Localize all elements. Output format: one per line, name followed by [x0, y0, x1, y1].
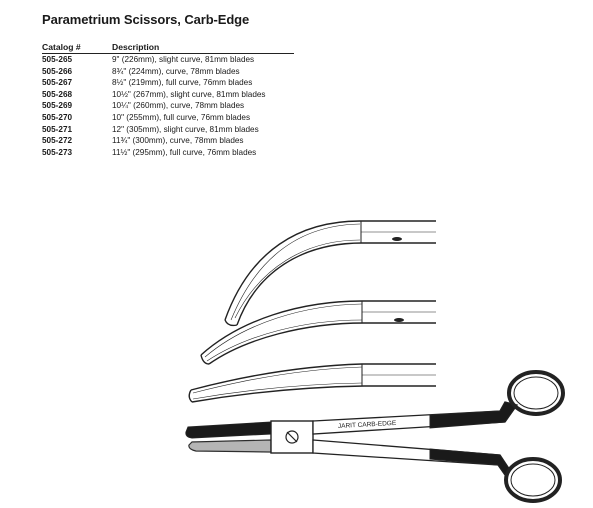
catalog-number: 505-269 — [42, 101, 73, 111]
curve-blade-drawing — [201, 301, 436, 364]
catalog-number: 505-272 — [42, 136, 73, 146]
item-description: 12" (305mm), slight curve, 81mm blades — [112, 124, 259, 134]
page-title: Parametrium Scissors, Carb-Edge — [42, 12, 250, 27]
item-description: 11¾" (300mm), curve, 78mm blades — [112, 136, 244, 146]
description-column-header: Description — [112, 42, 294, 54]
item-description: 10" (255mm), full curve, 76mm blades — [112, 112, 251, 122]
item-description: 9" (226mm), slight curve, 81mm blades — [112, 55, 255, 64]
engraving-text: JARIT CARB-EDGE — [337, 419, 397, 430]
catalog-number: 505-273 — [42, 147, 73, 157]
item-description: 8½" (219mm), full curve, 76mm blades — [112, 78, 253, 88]
slight-curve-blade-drawing — [189, 364, 436, 402]
catalog-number: 505-265 — [42, 55, 73, 64]
full-curve-blade-drawing — [225, 221, 436, 325]
catalog-number: 505-266 — [42, 66, 73, 76]
catalog-number: 505-267 — [42, 78, 73, 88]
item-description: 8¾" (224mm), curve, 78mm blades — [112, 66, 240, 76]
catalog-number: 505-268 — [42, 89, 73, 99]
item-description: 10¼" (260mm), curve, 78mm blades — [112, 101, 245, 111]
catalog-number: 505-271 — [42, 124, 73, 134]
catalog-column-header: Catalog # — [42, 42, 112, 54]
item-description: 10½" (267mm), slight curve, 81mm blades — [112, 89, 266, 99]
catalog-number: 505-270 — [42, 112, 73, 122]
item-description: 11½" (295mm), full curve, 76mm blades — [112, 147, 257, 157]
